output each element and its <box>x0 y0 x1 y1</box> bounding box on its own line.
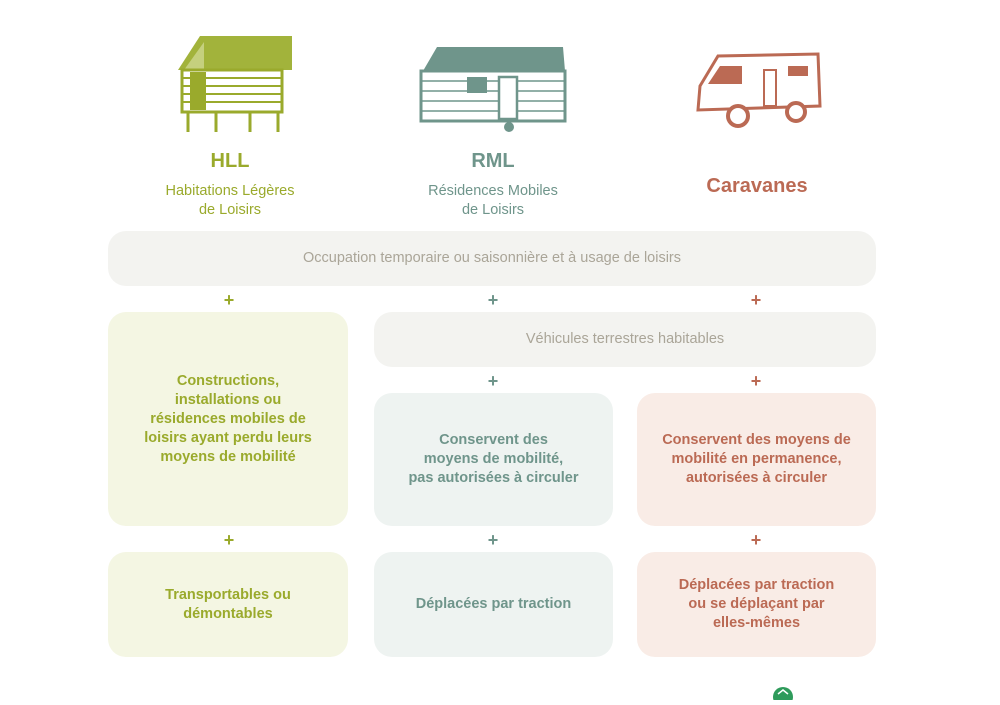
mobile-home-icon <box>415 43 570 135</box>
caravane-mobility-box: Conservent des moyens de mobilité en permanence, autorisées à circuler <box>637 393 876 526</box>
plus-icon: + <box>750 530 762 550</box>
rml-subtitle: Résidences Mobiles de Loisirs <box>428 183 558 218</box>
hll-construction-box: Constructions, installations ou résidences mobiles de loisirs ayant perdu leurs moyens de mobilité <box>108 312 348 526</box>
plus-icon: + <box>223 290 235 310</box>
logo-icon <box>772 686 794 700</box>
hll-title: HLL <box>210 150 250 172</box>
common-occupation-box: Occupation temporaire ou saisonnière et à usage de loisirs <box>108 231 876 286</box>
plus-icon: + <box>750 371 762 391</box>
plus-icon: + <box>223 530 235 550</box>
camper-van-icon <box>690 48 825 136</box>
vehicles-box: Véhicules terrestres habitables <box>374 312 876 367</box>
plus-icon: + <box>750 290 762 310</box>
rml-transport-box: Déplacées par traction <box>374 552 613 657</box>
caravanes-title: Caravanes <box>706 175 808 197</box>
rml-title: RML <box>471 150 515 172</box>
rml-mobility-box: Conservent des moyens de mobilité, pas autorisées à circuler <box>374 393 613 526</box>
plus-icon: + <box>487 290 499 310</box>
plus-icon: + <box>487 371 499 391</box>
plus-icon: + <box>487 530 499 550</box>
cabin-icon <box>170 30 295 135</box>
hll-subtitle: Habitations Légères de Loisirs <box>165 183 295 218</box>
caravane-transport-box: Déplacées par traction ou se déplaçant par elles-mêmes <box>637 552 876 657</box>
hll-transport-box: Transportables ou démontables <box>108 552 348 657</box>
